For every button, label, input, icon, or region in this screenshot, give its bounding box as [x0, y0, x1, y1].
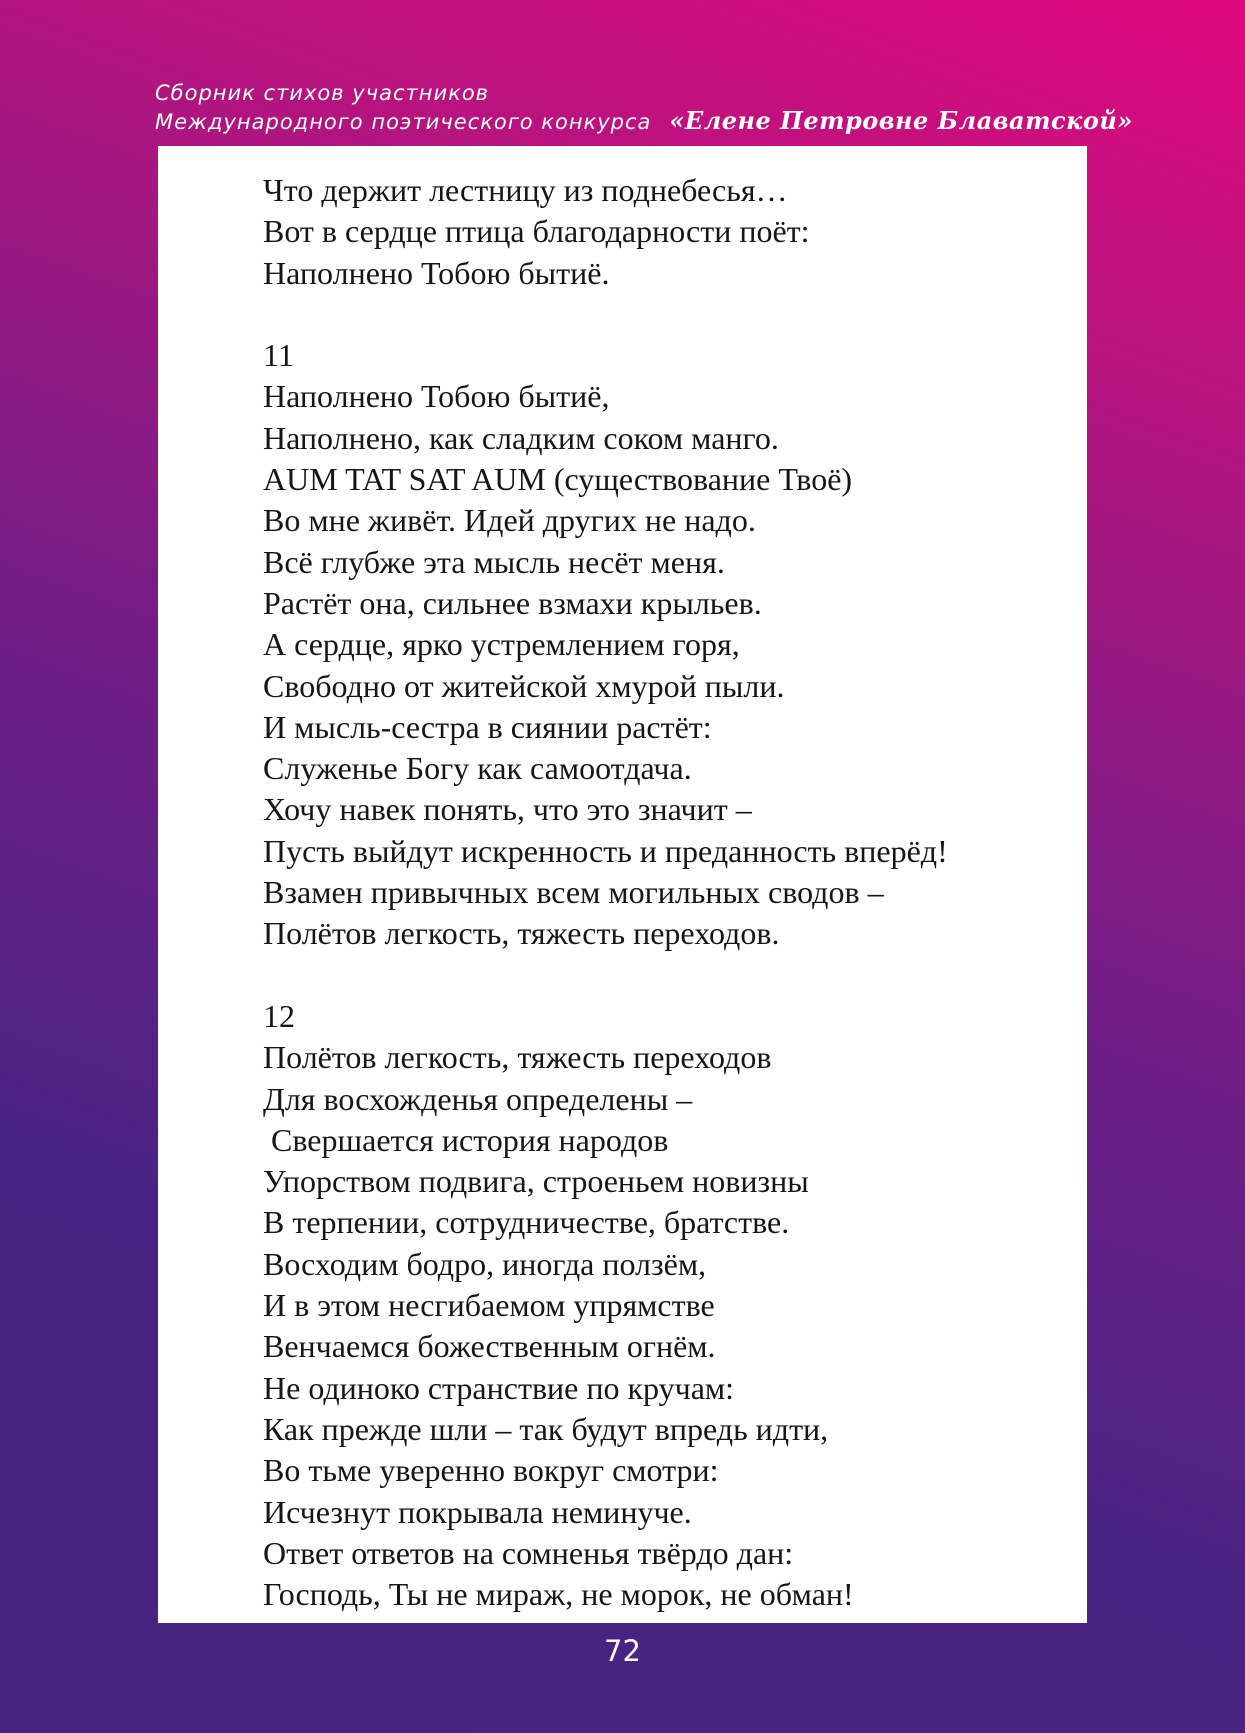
book-header — [155, 80, 1155, 136]
section-number: 12 — [263, 997, 295, 1034]
poem-line: Пусть выйдут искренность и преданность вперёд! — [263, 832, 948, 869]
page-content-area — [158, 146, 1087, 1623]
poem-line: Полётов легкость, тяжесть переходов — [263, 1039, 772, 1076]
poem-line: Служенье Богу как самоотдача. — [263, 750, 692, 787]
poem-line: Вот в сердце птица благодарности поёт: — [263, 213, 810, 250]
poem-line: Растёт она, сильнее взмахи крыльев. — [263, 584, 762, 621]
header-collection-title: Сборник стихов участников — [155, 81, 490, 105]
poem-line: И мысль-сестра в сиянии растёт: — [263, 708, 712, 745]
poem-line: Что держит лестницу из поднебесья… — [263, 172, 788, 208]
poem-line: Упорством подвига, строеньем новизны — [263, 1163, 809, 1200]
stanza-gap — [263, 955, 1083, 996]
poem-line: Во тьме уверенно вокруг смотри: — [263, 1452, 719, 1489]
header-line-2 — [155, 106, 1155, 136]
poem-line: Наполнено Тобою бытиё. — [263, 254, 610, 291]
poem-line: В терпении, сотрудничестве, братстве. — [263, 1204, 790, 1241]
header-contest-name: «Елене Петровне Блаватской» — [669, 106, 1133, 135]
poem-line: А сердце, ярко устремлением горя, — [263, 626, 740, 663]
poem-line: И в этом несгибаемом упрямстве — [263, 1287, 715, 1324]
poem-line: Господь, Ты не мираж, не морок, не обман! — [263, 1576, 854, 1613]
poem-line: Свершается история народов — [263, 1121, 669, 1158]
header-contest-label: Международного поэтического конкурса — [155, 110, 652, 134]
poem-line: Восходим бодро, иногда ползём, — [263, 1245, 707, 1282]
poem-line: Наполнено Тобою бытиё, — [263, 378, 610, 415]
poem-line: Свободно от житейской хмурой пыли. — [263, 667, 785, 704]
poem-line: Хочу навек понять, что это значит – — [263, 791, 752, 828]
poem-line: Для восхожденья определены – — [263, 1080, 693, 1117]
poem-line: Наполнено, как сладким соком манго. — [263, 419, 779, 456]
poem-line: Взамен привычных всем могильных сводов – — [263, 874, 884, 911]
poem-line: Венчаемся божественным огнём. — [263, 1328, 716, 1365]
poem-line: Во мне живёт. Идей других не надо. — [263, 502, 756, 539]
poem-line: Всё глубже эта мысль несёт меня. — [263, 543, 725, 580]
poem-line: Как прежде шли – так будут впредь идти, — [263, 1410, 829, 1447]
stanza-gap — [263, 294, 1083, 335]
opening-stanza — [263, 170, 1083, 294]
poem-line: Исчезнут покрывала неминуче. — [263, 1493, 692, 1530]
poem-section-12 — [263, 996, 1083, 1615]
poem-line: Полётов легкость, тяжесть переходов. — [263, 915, 780, 952]
section-number: 11 — [263, 337, 294, 374]
poem-line: Ответ ответов на сомненья твёрдо дан: — [263, 1534, 794, 1571]
page-number: 72 — [604, 1634, 641, 1668]
poem-text — [263, 170, 1083, 1615]
poem-line: Не одиноко странствие по кручам: — [263, 1369, 735, 1406]
poem-line: AUM TAT SAT AUM (существование Твоё) — [263, 461, 853, 498]
poem-section-11 — [263, 335, 1083, 954]
